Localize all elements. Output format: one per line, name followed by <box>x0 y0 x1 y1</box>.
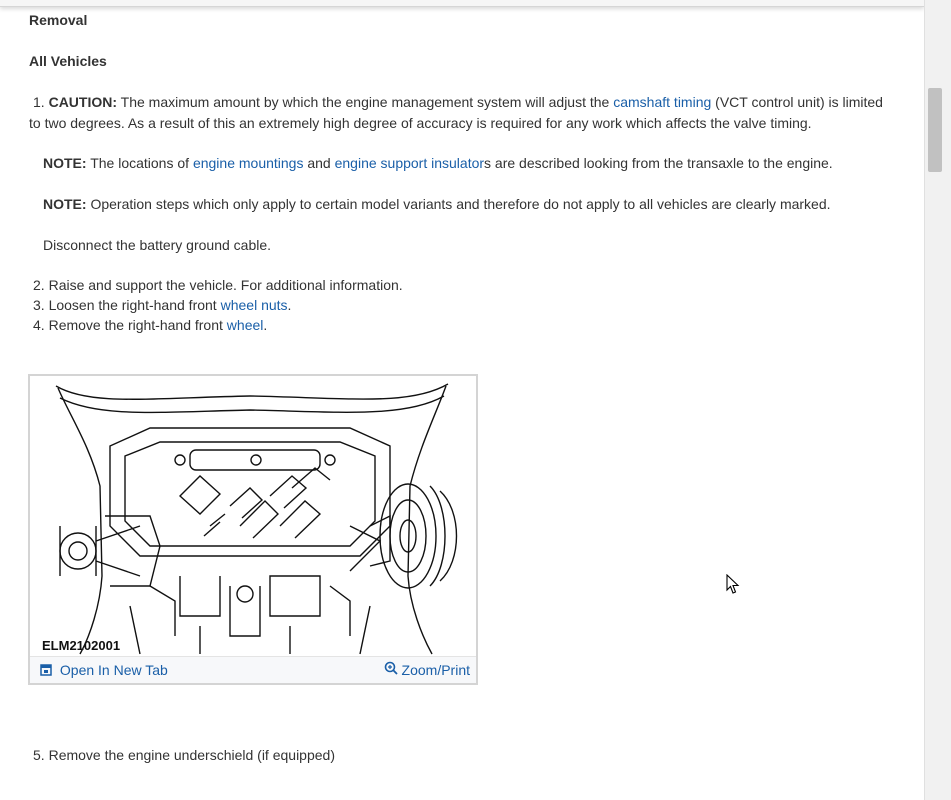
step-number: 1. <box>33 94 45 110</box>
step-4 <box>33 315 267 335</box>
step-text: Raise and support the vehicle. For additional information. <box>48 277 403 293</box>
heading-all-vehicles: All Vehicles <box>29 53 107 69</box>
open-in-new-tab-link[interactable] <box>40 661 168 679</box>
disconnect-battery-text: Disconnect the battery ground cable. <box>43 237 272 253</box>
step-3 <box>33 295 291 315</box>
step-text: Remove the engine underschield (if equipped) <box>48 747 335 763</box>
note-label: NOTE: <box>43 196 87 212</box>
note-text-and: and <box>307 155 331 171</box>
step-1-line-1 <box>33 92 883 112</box>
step-end: . <box>263 317 268 333</box>
step-number: 3. <box>33 297 45 313</box>
open-tab-label: Open In New Tab <box>59 662 168 678</box>
note-model-variants <box>43 194 831 214</box>
step-number: 2. <box>33 277 45 293</box>
wheel-nuts-link[interactable]: wheel nuts <box>220 297 288 313</box>
open-tab-icon <box>40 664 52 676</box>
note-text: Operation steps which only apply to certain model variants and therefore do not apply to all vehicles are clearly marked. <box>90 196 831 212</box>
step-number: 4. <box>33 317 45 333</box>
step-5 <box>33 745 335 765</box>
note-engine-mountings <box>43 153 833 173</box>
step-text: Remove the right-hand front <box>48 317 223 333</box>
caution-text: The maximum amount by which the engine management system will adjust the <box>120 94 610 110</box>
wheel-link[interactable]: wheel <box>226 317 264 333</box>
vertical-scrollbar-thumb[interactable] <box>928 88 942 172</box>
zoom-icon <box>384 661 398 675</box>
caution-label: CAUTION: <box>48 94 118 110</box>
engine-mountings-link[interactable]: engine mountings <box>192 155 304 171</box>
note-text-end: s are described looking from the transaxle to the engine. <box>484 155 833 171</box>
engine-underside-illustration[interactable] <box>30 376 476 656</box>
figure-container <box>28 374 478 685</box>
note-text: The locations of <box>90 155 190 171</box>
caution-text-cont: (VCT control unit) is limited <box>715 94 883 110</box>
note-label: NOTE: <box>43 155 87 171</box>
step-1-line-2: to two degrees. As a result of this an extremely high degree of accuracy is required for any work which affects the valve timing. <box>29 115 812 131</box>
mouse-cursor-icon <box>726 574 740 596</box>
step-text: Loosen the right-hand front <box>48 297 217 313</box>
heading-removal: Removal <box>29 12 88 28</box>
engine-support-insulator-link[interactable]: engine support insulator <box>334 155 485 171</box>
figure-code-label: ELM2102001 <box>42 638 121 653</box>
zoom-print-link[interactable] <box>384 661 470 679</box>
zoom-print-label: Zoom/Print <box>401 662 470 678</box>
step-number: 5. <box>33 747 45 763</box>
figure-toolbar <box>30 656 476 683</box>
step-end: . <box>287 297 292 313</box>
camshaft-timing-link[interactable]: camshaft timing <box>613 94 712 110</box>
step-2 <box>33 275 403 295</box>
